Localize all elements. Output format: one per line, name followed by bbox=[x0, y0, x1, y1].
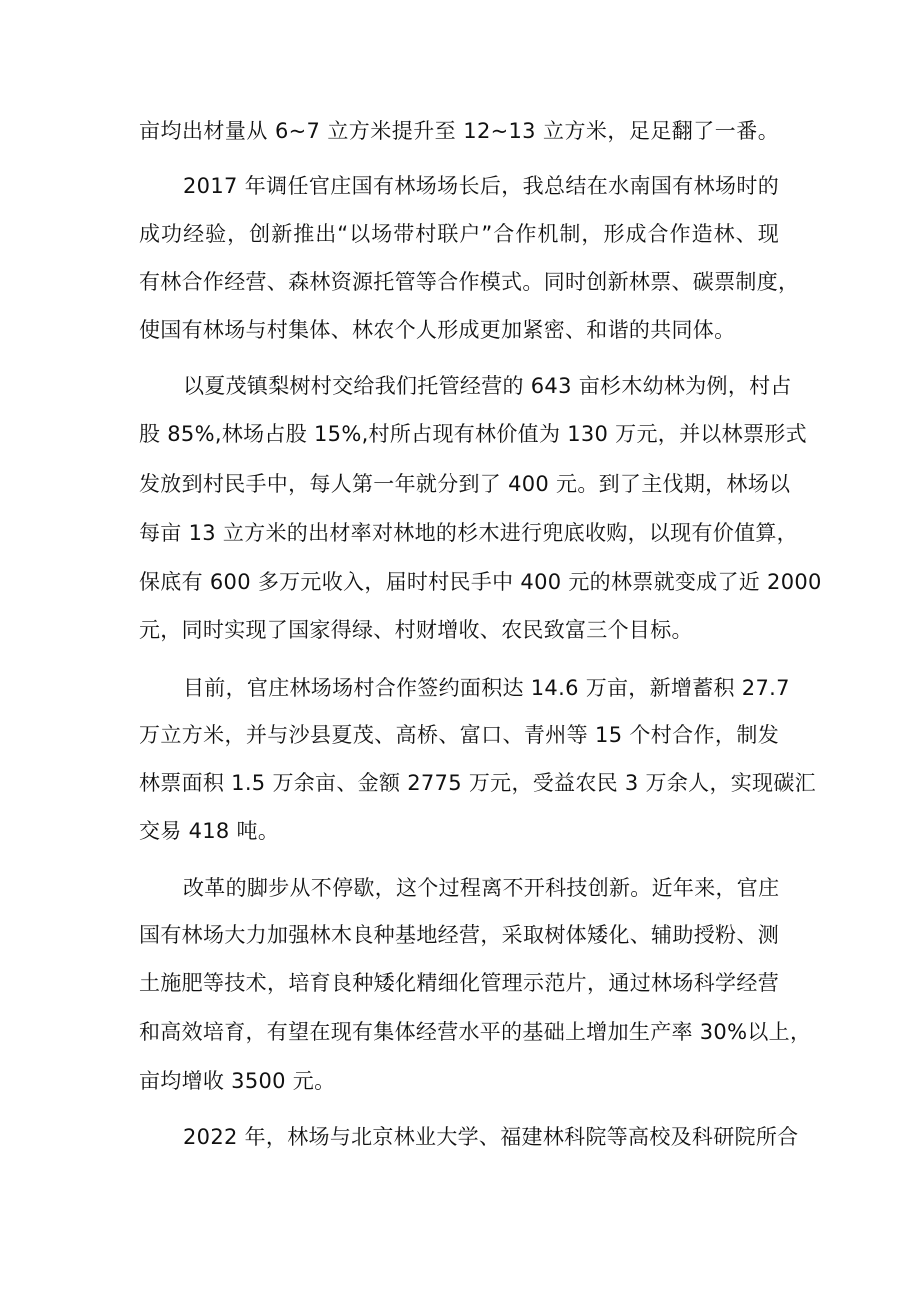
text-line: 万立方米，并与沙县夏茂、高桥、富口、青州等 15 个村合作，制发 bbox=[139, 723, 779, 747]
text-line: 每亩 13 立方米的出材率对林地的杉木进行兜底收购，以现有价值算， bbox=[139, 521, 798, 545]
text-line: 保底有 600 多万元收入，届时村民手中 400 元的林票就变成了近 2000 bbox=[139, 570, 822, 594]
text-line: 元，同时实现了国家得绿、村财增收、农民致富三个目标。 bbox=[139, 618, 693, 642]
text-line: 国有林场大力加强林木良种基地经营，采取树体矮化、辅助授粉、测 bbox=[139, 923, 779, 947]
text-line: 林票面积 1.5 万余亩、金额 2775 万元，受益农民 3 万余人，实现碳汇 bbox=[139, 771, 816, 795]
text-line: 亩均增收 3500 元。 bbox=[139, 1069, 336, 1093]
paragraph-first-line: 2017 年调任官庄国有林场场长后，我总结在水南国有林场时的 bbox=[183, 174, 779, 198]
paragraph-first-line: 2022 年，林场与北京林业大学、福建林科院等高校及科研院所合 bbox=[183, 1125, 799, 1149]
text-line: 发放到村民手中，每人第一年就分到了 400 元。到了主伐期，林场以 bbox=[139, 472, 791, 496]
text-line: 土施肥等技术，培育良种矮化精细化管理示范片，通过林场科学经营 bbox=[139, 971, 779, 995]
paragraph-first-line: 以夏茂镇梨树村交给我们托管经营的 643 亩杉木幼林为例，村占 bbox=[183, 374, 792, 398]
paragraph-first-line: 改革的脚步从不停歇，这个过程离不开科技创新。近年来，官庄 bbox=[183, 876, 780, 900]
text-line: 和高效培育，有望在现有集体经营水平的基础上增加生产率 30%以上， bbox=[139, 1020, 812, 1044]
text-line: 使国有林场与村集体、林农个人形成更加紧密、和谐的共同体。 bbox=[139, 318, 736, 342]
paragraph-first-line: 目前，官庄林场场村合作签约面积达 14.6 万亩，新增蓄积 27.7 bbox=[183, 676, 790, 700]
text-line: 交易 418 吨。 bbox=[139, 819, 280, 843]
text-line: 成功经验，创新推出“以场带村联户”合作机制，形成合作造林、现 bbox=[139, 222, 779, 246]
text-line: 亩均出材量从 6~7 立方米提升至 12~13 立方米，足足翻了一番。 bbox=[139, 119, 779, 143]
text-line: 有林合作经营、森林资源托管等合作模式。同时创新林票、碳票制度， bbox=[139, 270, 800, 294]
text-line: 股 85%,林场占股 15%,村所占现有林价值为 130 万元，并以林票形式 bbox=[139, 422, 807, 446]
